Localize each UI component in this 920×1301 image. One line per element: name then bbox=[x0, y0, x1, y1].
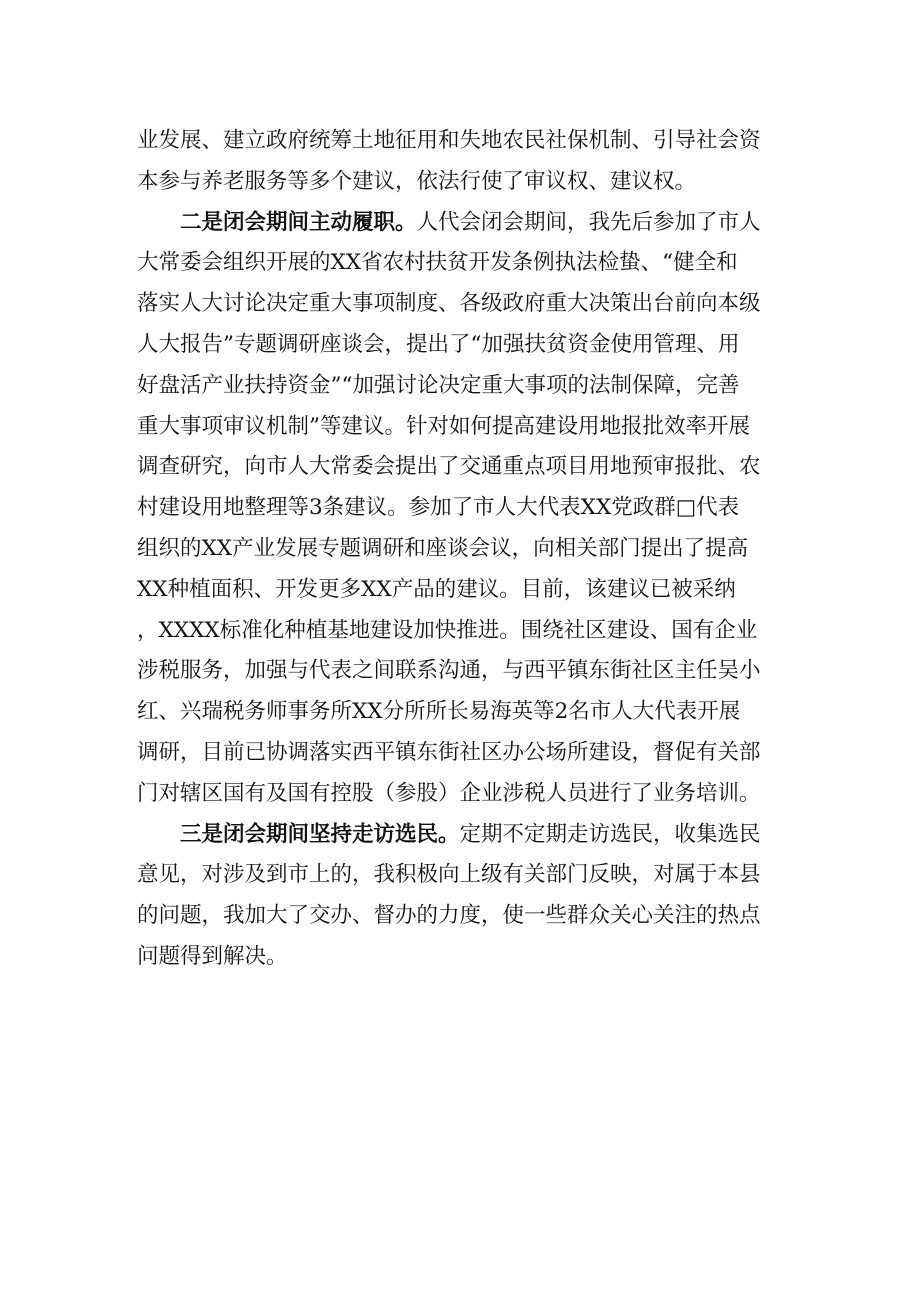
line-text: 门对辖区国有及国有控股（参股）企业涉税人员进行了业务培训。 bbox=[137, 780, 761, 806]
line-text: 本参与养老服务等多个建议，依法行使了审议权、建议权。 bbox=[137, 168, 697, 194]
line-text: 业发展、建立政府统筹土地征用和失地农民社保机制、引导社会资 bbox=[137, 128, 761, 153]
line-text: 人代会闭会期间，我先后参加了市人 bbox=[416, 209, 761, 235]
body-text bbox=[137, 121, 787, 978]
text-line bbox=[137, 611, 787, 652]
text-line bbox=[137, 855, 787, 896]
paragraph-heading: 三是闭会期间坚持走访选民。 bbox=[180, 821, 460, 847]
text-line bbox=[137, 570, 787, 611]
text-line bbox=[137, 529, 787, 570]
text-line bbox=[137, 243, 787, 284]
line-text: 调查研究，向市人大常委会提出了交通重点项目用地预审报批、农 bbox=[137, 454, 761, 480]
text-line bbox=[137, 692, 787, 733]
line-text: ，XXXX标准化种植基地建设加快推进。围绕社区建设、国有企业 bbox=[137, 617, 758, 643]
text-line bbox=[137, 407, 787, 448]
line-text: 村建设用地整理等3条建议。参加了市人大代表XX党政群□代表 bbox=[137, 495, 740, 521]
line-text: 好盘活产业扶持资金”“加强讨论决定重大事项的法制保障，完善 bbox=[137, 372, 740, 398]
line-text: 定期不定期走访选民，收集选民 bbox=[459, 821, 761, 847]
text-line bbox=[137, 162, 787, 203]
line-text: 人大报告”专题调研座谈会，提出了“加强扶贫资金使用管理、用 bbox=[137, 331, 740, 357]
text-line bbox=[137, 447, 787, 488]
line-text: 重大事项审议机制”等建议。针对如何提高建设用地报批效率开展 bbox=[137, 413, 750, 439]
text-line bbox=[137, 121, 787, 162]
paragraph-heading: 二是闭会期间主动履职。 bbox=[180, 209, 417, 235]
line-text: 的问题，我加大了交办、督办的力度，使一些群众关心关注的热点 bbox=[137, 903, 761, 929]
text-line bbox=[137, 366, 787, 407]
line-text: 组织的XX产业发展专题调研和座谈会议，向相关部门提出了提高 bbox=[137, 535, 749, 561]
line-text: 落实人大讨论决定重大事项制度、各级政府重大决策出台前向本级 bbox=[137, 291, 761, 317]
text-line bbox=[137, 325, 787, 366]
text-line bbox=[137, 733, 787, 774]
line-text: 涉税服务，加强与代表之间联系沟通，与西平镇东街社区主任吴小 bbox=[137, 658, 761, 684]
text-line bbox=[137, 774, 787, 815]
text-line bbox=[137, 203, 787, 244]
text-line bbox=[137, 896, 787, 937]
text-line bbox=[137, 651, 787, 692]
text-line bbox=[137, 284, 787, 325]
line-text: 红、兴瑞税务师事务所XX分所所长易海英等2名市人大代表开展 bbox=[137, 699, 741, 725]
text-line bbox=[137, 488, 787, 529]
line-text: 大常委会组织开展的XX省农村扶贫开发条例执法检蛰、“健全和 bbox=[137, 250, 738, 276]
line-text: 问题得到解决。 bbox=[137, 943, 288, 969]
text-line bbox=[137, 937, 787, 978]
line-text: 意见，对涉及到市上的，我积极向上级有关部门反映，对属于本县 bbox=[137, 862, 761, 888]
line-text: 调研，目前已协调落实西平镇东街社区办公场所建设，督促有关部 bbox=[137, 739, 761, 765]
text-line bbox=[137, 815, 787, 856]
line-text: XX种植面积、开发更多XX产品的建议。目前，该建议已被采纳 bbox=[137, 576, 736, 602]
